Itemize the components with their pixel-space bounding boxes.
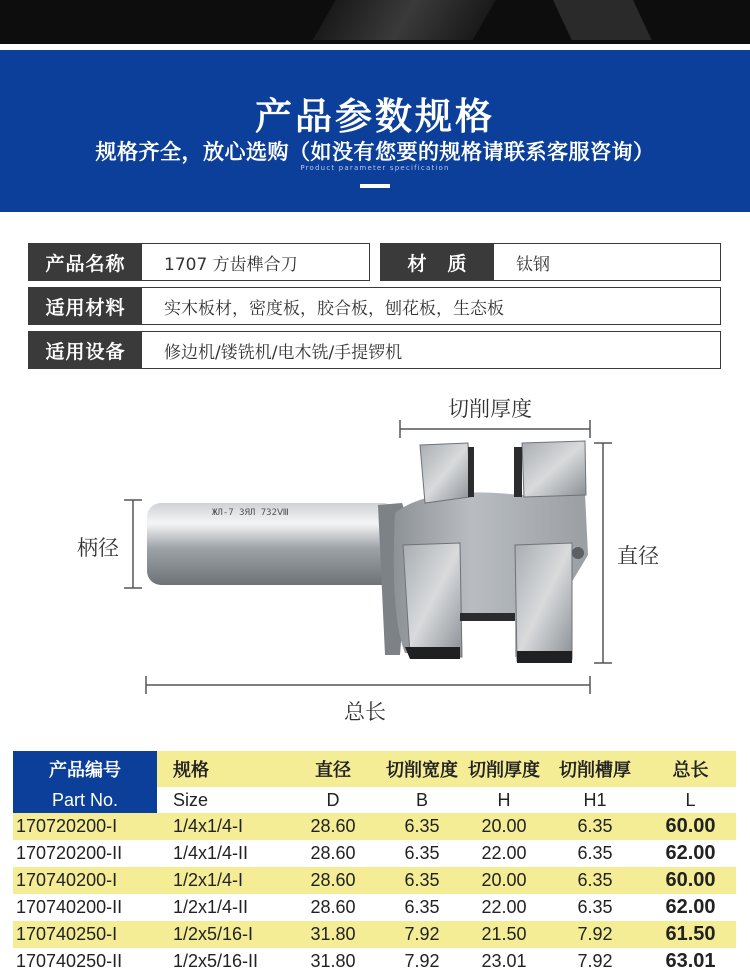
spec-row-applicable-material xyxy=(28,287,721,325)
cell-part-no: 170740250-II xyxy=(13,948,157,975)
cell-cut-thickness: 22.00 xyxy=(463,894,545,921)
header-cut-width-cn: 切削宽度 xyxy=(381,751,463,787)
total-length-dimension xyxy=(146,676,590,694)
cell-groove-thickness: 6.35 xyxy=(545,840,645,867)
header-cut-thickness-cn: 切削厚度 xyxy=(463,751,545,787)
header-cut-width-en: B xyxy=(381,787,463,813)
banner-english-caption: Product parameter specification xyxy=(300,164,450,172)
cell-length: 63.01 xyxy=(645,948,736,975)
diameter-label: 直径 xyxy=(617,544,659,568)
spec-table xyxy=(13,751,736,975)
cell-diameter: 31.80 xyxy=(285,921,381,948)
cell-cut-thickness: 20.00 xyxy=(463,867,545,894)
header-length-cn: 总长 xyxy=(645,751,736,787)
header-cut-thickness-en: H xyxy=(463,787,545,813)
cell-part-no: 170720200-I xyxy=(13,813,157,840)
banner-title: 产品参数规格 xyxy=(255,95,495,138)
banner-divider xyxy=(360,184,390,188)
applicable-material-label: 适用材料 xyxy=(29,288,142,324)
upper-left-blade-edge xyxy=(468,447,474,497)
cell-part-no: 170740200-I xyxy=(13,867,157,894)
cell-cut-thickness: 20.00 xyxy=(463,813,545,840)
header-groove-thickness-en: H1 xyxy=(545,787,645,813)
applicable-material-value: 实木板材，密度板，胶合板，刨花板，生态板 xyxy=(164,298,504,319)
photo-shadow xyxy=(548,0,651,40)
cell-diameter: 28.60 xyxy=(285,840,381,867)
spec-banner xyxy=(0,50,750,212)
banner-subtitle: 规格齐全，放心选购（如没有您要的规格请联系客服咨询） xyxy=(95,140,655,164)
cell-part-no: 170720200-II xyxy=(13,840,157,867)
table-row xyxy=(13,948,736,975)
table-row xyxy=(13,840,736,867)
cut-thickness-label: 切削厚度 xyxy=(448,397,532,421)
cell-groove-thickness: 6.35 xyxy=(545,813,645,840)
groove-shadow xyxy=(460,613,515,621)
header-size-cn: 规格 xyxy=(157,751,285,787)
spec-row-product-name xyxy=(28,243,370,281)
shank-engraving: ЖЛ-7 ЗЯЛ 7З2Ⅷ xyxy=(212,508,289,518)
cell-length: 61.50 xyxy=(645,921,736,948)
cell-length: 60.00 xyxy=(645,813,736,840)
cell-groove-thickness: 7.92 xyxy=(545,921,645,948)
product-name-label: 产品名称 xyxy=(29,244,142,280)
cell-cut-thickness: 23.01 xyxy=(463,948,545,975)
equipment-value: 修边机/镂铣机/电木铣/手提锣机 xyxy=(164,342,403,363)
cell-cut-width: 6.35 xyxy=(381,867,463,894)
cell-length: 62.00 xyxy=(645,894,736,921)
cell-diameter: 31.80 xyxy=(285,948,381,975)
table-row xyxy=(13,813,736,840)
header-part-no-cn: 产品编号 xyxy=(13,751,157,787)
cell-size: 1/4x1/4-I xyxy=(157,813,285,840)
cell-cut-thickness: 21.50 xyxy=(463,921,545,948)
lower-right-tooth xyxy=(515,543,572,661)
header-groove-thickness-cn: 切削槽厚 xyxy=(545,751,645,787)
cell-length: 62.00 xyxy=(645,840,736,867)
top-product-photo-strip xyxy=(0,0,750,44)
table-header-en xyxy=(13,787,736,813)
cell-cut-width: 6.35 xyxy=(381,813,463,840)
material-label: 材 质 xyxy=(381,244,494,280)
photo-highlight xyxy=(313,0,508,40)
cell-part-no: 170740250-I xyxy=(13,921,157,948)
product-name-value: 1707 方齿榫合刀 xyxy=(164,254,298,275)
lower-right-tooth-edge xyxy=(517,651,572,663)
bit-screw xyxy=(572,547,584,559)
cell-cut-width: 7.92 xyxy=(381,948,463,975)
cell-groove-thickness: 6.35 xyxy=(545,894,645,921)
cell-diameter: 28.60 xyxy=(285,813,381,840)
cell-groove-thickness: 7.92 xyxy=(545,948,645,975)
shank-label: 柄径 xyxy=(77,536,119,560)
lower-left-tooth-edge xyxy=(405,647,460,659)
cell-length: 60.00 xyxy=(645,867,736,894)
cell-groove-thickness: 6.35 xyxy=(545,867,645,894)
diameter-dimension xyxy=(594,443,612,663)
router-bit-diagram xyxy=(0,385,750,730)
table-row xyxy=(13,921,736,948)
upper-right-blade xyxy=(522,441,586,497)
upper-left-blade xyxy=(420,443,470,503)
table-row xyxy=(13,894,736,921)
cell-size: 1/2x5/16-II xyxy=(157,948,285,975)
upper-right-blade-edge xyxy=(514,447,522,497)
lower-left-tooth xyxy=(403,543,462,657)
header-part-no-en: Part No. xyxy=(13,787,157,813)
equipment-label: 适用设备 xyxy=(29,332,142,368)
cell-cut-width: 6.35 xyxy=(381,840,463,867)
material-value: 钛钢 xyxy=(516,254,550,275)
cell-diameter: 28.60 xyxy=(285,867,381,894)
shank-dimension xyxy=(124,500,142,588)
total-length-label: 总长 xyxy=(344,700,386,724)
table-row xyxy=(13,867,736,894)
header-size-en: Size xyxy=(157,787,285,813)
header-length-en: L xyxy=(645,787,736,813)
cell-size: 1/4x1/4-II xyxy=(157,840,285,867)
cell-cut-width: 6.35 xyxy=(381,894,463,921)
cell-size: 1/2x5/16-I xyxy=(157,921,285,948)
cell-size: 1/2x1/4-I xyxy=(157,867,285,894)
cell-cut-width: 7.92 xyxy=(381,921,463,948)
table-header-cn xyxy=(13,751,736,787)
spec-row-equipment xyxy=(28,331,721,369)
spec-row-material xyxy=(380,243,721,281)
cell-size: 1/2x1/4-II xyxy=(157,894,285,921)
header-diameter-cn: 直径 xyxy=(285,751,381,787)
cell-cut-thickness: 22.00 xyxy=(463,840,545,867)
cell-diameter: 28.60 xyxy=(285,894,381,921)
header-diameter-en: D xyxy=(285,787,381,813)
cell-part-no: 170740200-II xyxy=(13,894,157,921)
